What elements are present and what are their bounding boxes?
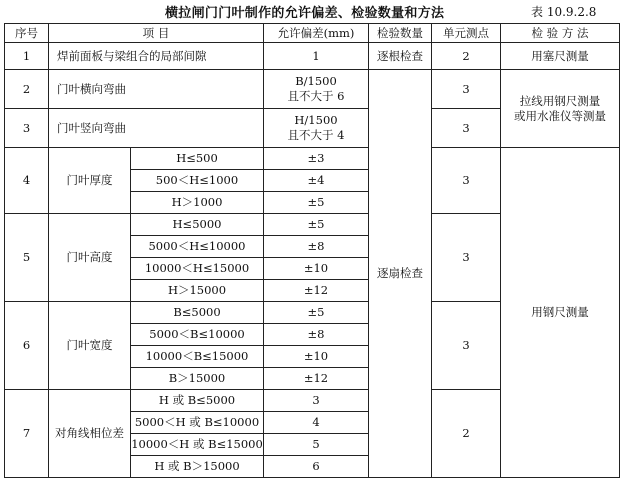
row-item: 门叶横向弯曲	[49, 70, 264, 109]
sub-tolerance: 5	[264, 434, 369, 456]
tolerance-line: B/1500	[295, 74, 337, 88]
row-no: 5	[5, 214, 49, 302]
tolerance-line: H/1500	[294, 113, 338, 127]
sub-condition: H 或 B≤5000	[131, 390, 264, 412]
table-caption	[0, 0, 623, 22]
sub-tolerance: ±3	[264, 148, 369, 170]
row-item: 门叶竖向弯曲	[49, 109, 264, 148]
row-item: 焊前面板与梁组合的局部间隙	[49, 43, 264, 70]
row-no: 6	[5, 302, 49, 390]
sub-tolerance: ±10	[264, 346, 369, 368]
table-number: 表 10.9.2.8	[531, 5, 597, 19]
header-row	[5, 24, 620, 43]
sub-tolerance: ±4	[264, 170, 369, 192]
table-row	[5, 43, 620, 70]
sub-tolerance: ±5	[264, 302, 369, 324]
sub-tolerance: ±12	[264, 280, 369, 302]
header-item: 项 目	[49, 24, 264, 43]
row-no: 1	[5, 43, 49, 70]
row-item: 门叶宽度	[49, 302, 131, 390]
sub-condition: 5000＜B≤10000	[131, 324, 264, 346]
sub-condition: H＞1000	[131, 192, 264, 214]
header-method: 检 验 方 法	[501, 24, 620, 43]
sub-condition: 5000＜H≤10000	[131, 236, 264, 258]
sub-condition: 10000＜H≤15000	[131, 258, 264, 280]
row-tolerance	[264, 70, 369, 109]
sub-tolerance: ±12	[264, 368, 369, 390]
sub-tolerance: ±5	[264, 214, 369, 236]
sub-tolerance: ±10	[264, 258, 369, 280]
row-points: 3	[432, 302, 501, 390]
method-line: 拉线用钢尺测量	[519, 93, 601, 108]
sub-tolerance: ±8	[264, 324, 369, 346]
sub-condition: 10000＜B≤15000	[131, 346, 264, 368]
row-method: 用塞尺测量	[501, 43, 620, 70]
sub-condition: B＞15000	[131, 368, 264, 390]
header-no: 序号	[5, 24, 49, 43]
row-points: 3	[432, 109, 501, 148]
method-line: 或用水准仪等测量	[514, 108, 606, 123]
merged-quantity: 逐扇检查	[369, 70, 432, 478]
row-no: 4	[5, 148, 49, 214]
header-tolerance: 允许偏差(mm)	[264, 24, 369, 43]
sub-condition: H≤500	[131, 148, 264, 170]
row-no: 3	[5, 109, 49, 148]
tolerance-table	[4, 23, 620, 478]
sub-condition: H≤5000	[131, 214, 264, 236]
row-points: 2	[432, 390, 501, 478]
row-points: 2	[432, 43, 501, 70]
table-title: 横拉闸门门叶制作的允许偏差、检验数量和方法	[165, 6, 445, 21]
row-no: 7	[5, 390, 49, 478]
sub-condition: 500＜H≤1000	[131, 170, 264, 192]
tolerance-line: 且不大于 4	[287, 128, 345, 142]
sub-condition: H＞15000	[131, 280, 264, 302]
sub-condition: 10000＜H 或 B≤15000	[131, 434, 264, 456]
row-item: 门叶厚度	[49, 148, 131, 214]
sub-tolerance: 4	[264, 412, 369, 434]
merged-method-steel-ruler: 用钢尺测量	[501, 148, 620, 478]
table-row	[5, 70, 620, 109]
sub-tolerance: ±5	[264, 192, 369, 214]
merged-method-bend	[501, 70, 620, 148]
row-item: 对角线相位差	[49, 390, 131, 478]
sub-condition: H 或 B＞15000	[131, 456, 264, 478]
sub-tolerance: 6	[264, 456, 369, 478]
header-points: 单元测点	[432, 24, 501, 43]
header-quantity: 检验数量	[369, 24, 432, 43]
row-no: 2	[5, 70, 49, 109]
sub-condition: B≤5000	[131, 302, 264, 324]
sub-condition: 5000＜H 或 B≤10000	[131, 412, 264, 434]
row-points: 3	[432, 70, 501, 109]
row-tolerance: 1	[264, 43, 369, 70]
tolerance-line: 且不大于 6	[287, 89, 345, 103]
row-tolerance	[264, 109, 369, 148]
table-row	[5, 148, 620, 170]
sub-tolerance: ±8	[264, 236, 369, 258]
sub-tolerance: 3	[264, 390, 369, 412]
row-points: 3	[432, 214, 501, 302]
row-points: 3	[432, 148, 501, 214]
row-quantity: 逐根检查	[369, 43, 432, 70]
row-item: 门叶高度	[49, 214, 131, 302]
